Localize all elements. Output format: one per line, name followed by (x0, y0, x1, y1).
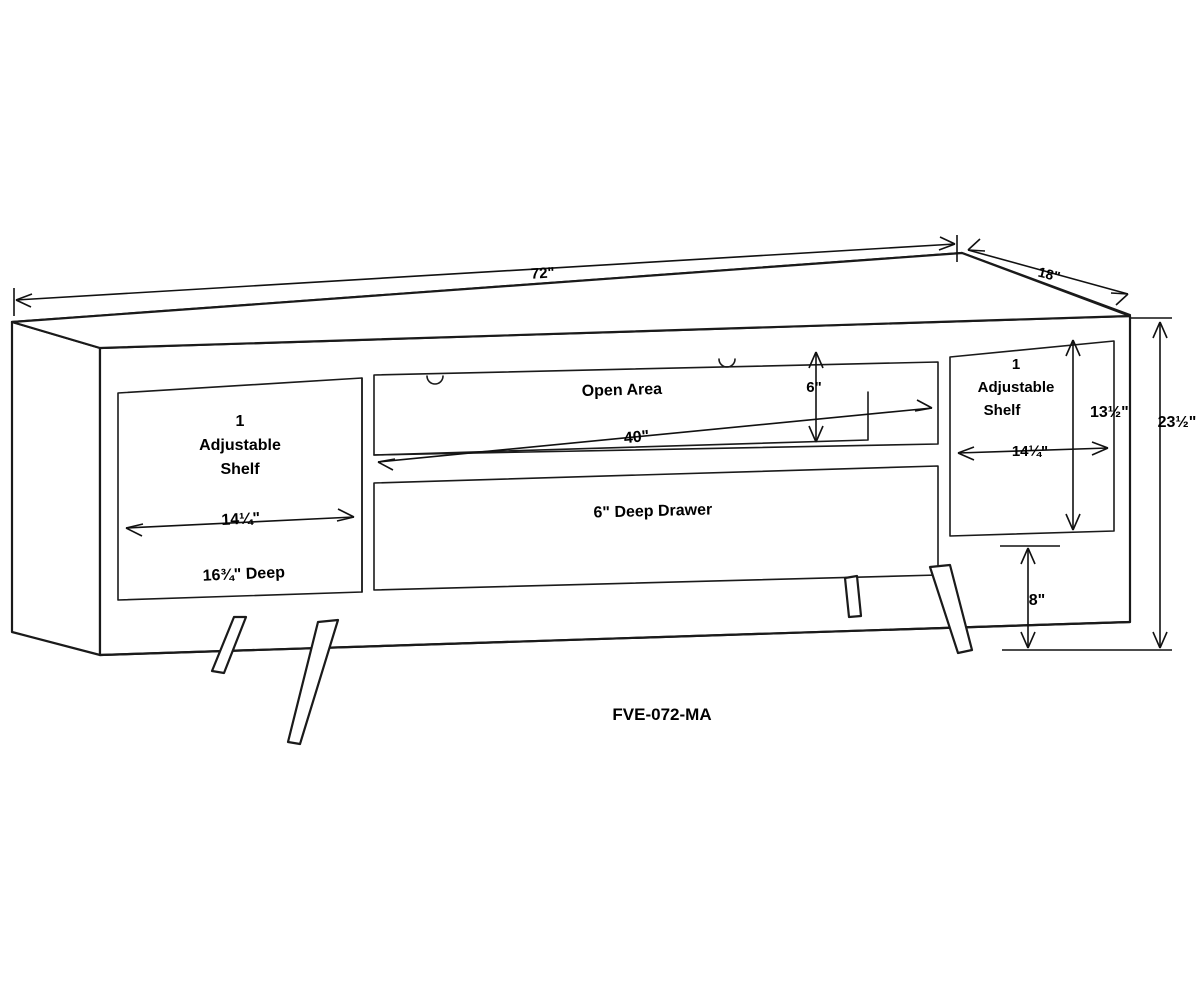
open-area-compartment (374, 359, 938, 455)
dim-overall-depth-label: 18" (1036, 263, 1062, 285)
right-shelf-adjustable-label: Adjustable (977, 379, 1055, 396)
left-shelf-adjustable-label: Adjustable (199, 437, 281, 454)
right-shelf-count-label: 1 (1011, 356, 1021, 373)
drawer-label: 6" Deep Drawer (593, 501, 713, 522)
dim-right-shelf-width-label: 14¼" (1011, 443, 1049, 460)
right-shelf-shelf-label: Shelf (983, 402, 1021, 419)
dim-left-shelf-depth-label: 16¾" Deep (202, 564, 286, 585)
dim-right-side-height-label: 13½" (1090, 404, 1129, 421)
dim-overall-width-label: 72" (530, 264, 556, 283)
drawer-compartment (374, 466, 938, 590)
right-shelf-compartment (950, 341, 1114, 536)
dim-open-area-width-label: 40" (623, 427, 651, 448)
dim-overall-height-label: 23½" (1157, 414, 1197, 431)
model-number-label: FVE-072-MA (612, 705, 712, 724)
open-area-label: Open Area (581, 380, 663, 401)
dim-open-area-height-label: 6" (806, 379, 822, 396)
left-shelf-count-label: 1 (235, 413, 245, 430)
left-shelf-shelf-label: Shelf (220, 461, 260, 478)
dim-left-shelf-width-label: 14¼" (221, 510, 261, 529)
dim-leg-height-label: 8" (1028, 592, 1046, 609)
